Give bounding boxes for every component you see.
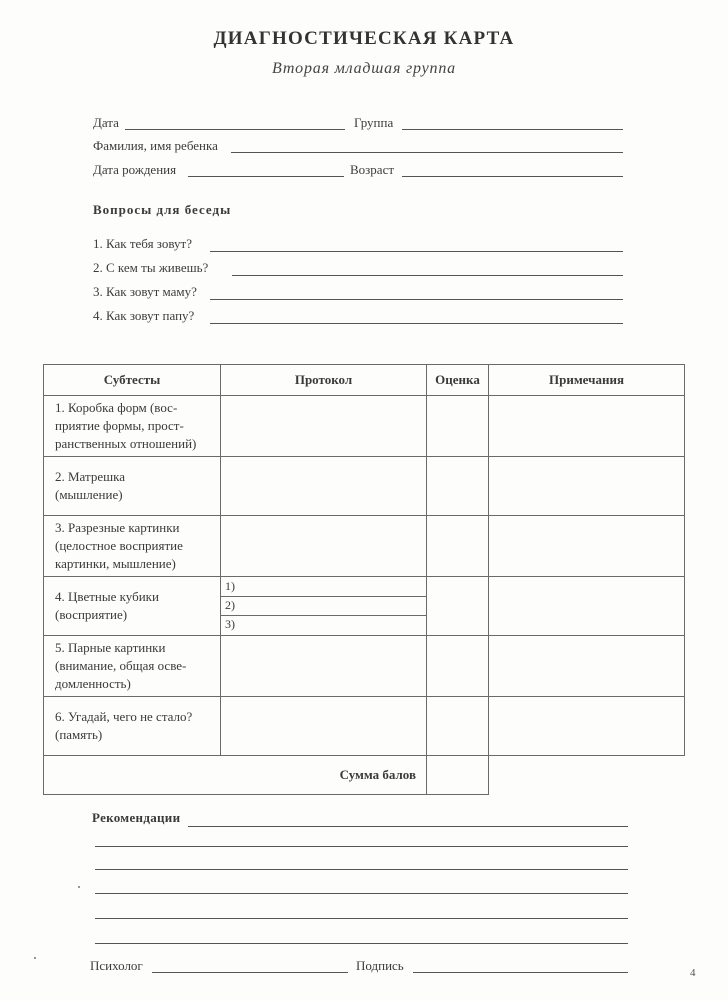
child-name-label: Фамилия, имя ребенка bbox=[93, 138, 218, 153]
protocol-cell[interactable] bbox=[221, 516, 427, 577]
scan-speck bbox=[34, 957, 36, 959]
table-row bbox=[44, 396, 685, 457]
recommendation-line[interactable] bbox=[95, 869, 628, 870]
date-field[interactable] bbox=[125, 129, 345, 130]
notes-cell[interactable] bbox=[489, 457, 685, 516]
sum-row bbox=[44, 756, 685, 795]
question-item: 4. Как зовут папу? bbox=[93, 308, 195, 323]
question-answer-field[interactable] bbox=[210, 251, 623, 252]
column-header-subtests: Субтесты bbox=[44, 365, 221, 396]
subtests-table bbox=[43, 364, 685, 795]
question-answer-field[interactable] bbox=[210, 299, 623, 300]
notes-cell[interactable] bbox=[489, 636, 685, 697]
column-header-protocol: Протокол bbox=[221, 365, 427, 396]
table-row bbox=[44, 636, 685, 697]
notes-cell[interactable] bbox=[489, 396, 685, 457]
recommendations-label: Рекомендации bbox=[92, 810, 181, 825]
table-row bbox=[44, 577, 685, 636]
birth-date-label: Дата рождения bbox=[93, 162, 177, 177]
empty-cell bbox=[489, 756, 685, 795]
score-cell[interactable] bbox=[427, 577, 489, 636]
subtest-line: 4. Цветные кубики bbox=[55, 589, 159, 604]
column-header-notes: Примечания bbox=[489, 365, 685, 396]
subtest-line: (восприятие) bbox=[55, 607, 128, 622]
protocol-subitem[interactable]: 1) bbox=[221, 578, 426, 597]
subtest-line: 5. Парные картинки bbox=[55, 640, 166, 655]
question-answer-field[interactable] bbox=[232, 275, 623, 276]
column-header-score: Оценка bbox=[427, 365, 489, 396]
signature-field[interactable] bbox=[413, 972, 628, 973]
subtest-line: домленность) bbox=[55, 676, 131, 691]
table-row bbox=[44, 697, 685, 756]
protocol-cell[interactable] bbox=[221, 697, 427, 756]
subtest-line: 3. Разрезные картинки bbox=[55, 520, 180, 535]
protocol-subitem[interactable]: 3) bbox=[225, 617, 235, 631]
table-header-row bbox=[44, 365, 685, 396]
score-cell[interactable] bbox=[427, 636, 489, 697]
age-field[interactable] bbox=[402, 176, 623, 177]
subtest-line: (мышление) bbox=[55, 487, 123, 502]
child-name-field[interactable] bbox=[231, 152, 623, 153]
group-label: Группа bbox=[354, 115, 394, 130]
notes-cell[interactable] bbox=[489, 577, 685, 636]
birth-date-field[interactable] bbox=[188, 176, 344, 177]
subtest-cell bbox=[44, 636, 221, 697]
protocol-cell[interactable] bbox=[221, 636, 427, 697]
questions-title: Вопросы для беседы bbox=[93, 202, 232, 217]
score-cell[interactable] bbox=[427, 516, 489, 577]
psychologist-label: Психолог bbox=[90, 958, 143, 973]
group-field[interactable] bbox=[402, 129, 623, 130]
recommendation-line[interactable] bbox=[95, 893, 628, 894]
recommendation-line[interactable] bbox=[95, 846, 628, 847]
subtest-cell bbox=[44, 516, 221, 577]
age-label: Возраст bbox=[350, 162, 395, 177]
subtest-line: 1. Коробка форм (вос- bbox=[55, 400, 178, 415]
protocol-subitems bbox=[221, 578, 426, 634]
question-item: 3. Как зовут маму? bbox=[93, 284, 197, 299]
date-label: Дата bbox=[93, 115, 119, 130]
score-cell[interactable] bbox=[427, 457, 489, 516]
page-title: ДИАГНОСТИЧЕСКАЯ КАРТА bbox=[213, 28, 515, 49]
signature-label: Подпись bbox=[356, 958, 404, 973]
subtest-cell bbox=[44, 577, 221, 636]
protocol-subitem[interactable]: 2) bbox=[221, 597, 426, 616]
psychologist-field[interactable] bbox=[152, 972, 348, 973]
subtest-cell bbox=[44, 457, 221, 516]
protocol-cell bbox=[221, 577, 427, 636]
notes-cell[interactable] bbox=[489, 697, 685, 756]
table-row bbox=[44, 457, 685, 516]
subtest-cell bbox=[44, 396, 221, 457]
page-subtitle: Вторая младшая группа bbox=[272, 60, 456, 77]
question-item: 1. Как тебя зовут? bbox=[93, 236, 193, 251]
sum-score-cell[interactable] bbox=[427, 756, 489, 795]
subtest-line: 6. Угадай, чего не стало? bbox=[55, 709, 193, 724]
scan-speck bbox=[78, 886, 80, 888]
subtest-line: картинки, мышление) bbox=[55, 556, 176, 571]
protocol-cell[interactable] bbox=[221, 396, 427, 457]
subtest-line: (память) bbox=[55, 727, 103, 742]
subtest-line: ранственных отношений) bbox=[55, 436, 197, 451]
page-number: 4 bbox=[690, 967, 696, 979]
protocol-cell[interactable] bbox=[221, 457, 427, 516]
recommendation-line[interactable] bbox=[95, 918, 628, 919]
sum-label: Сумма балов bbox=[44, 756, 427, 795]
subtest-line: (внимание, общая осве- bbox=[55, 658, 187, 673]
subtest-line: 2. Матрешка bbox=[55, 469, 126, 484]
table-row bbox=[44, 516, 685, 577]
question-answer-field[interactable] bbox=[210, 323, 623, 324]
score-cell[interactable] bbox=[427, 396, 489, 457]
subtest-line: (целостное восприятие bbox=[55, 538, 183, 553]
subtest-cell bbox=[44, 697, 221, 756]
recommendation-line[interactable] bbox=[95, 943, 628, 944]
question-item: 2. С кем ты живешь? bbox=[93, 260, 209, 275]
score-cell[interactable] bbox=[427, 697, 489, 756]
subtest-line: приятие формы, прост- bbox=[55, 418, 184, 433]
recommendation-line[interactable] bbox=[188, 826, 628, 827]
notes-cell[interactable] bbox=[489, 516, 685, 577]
